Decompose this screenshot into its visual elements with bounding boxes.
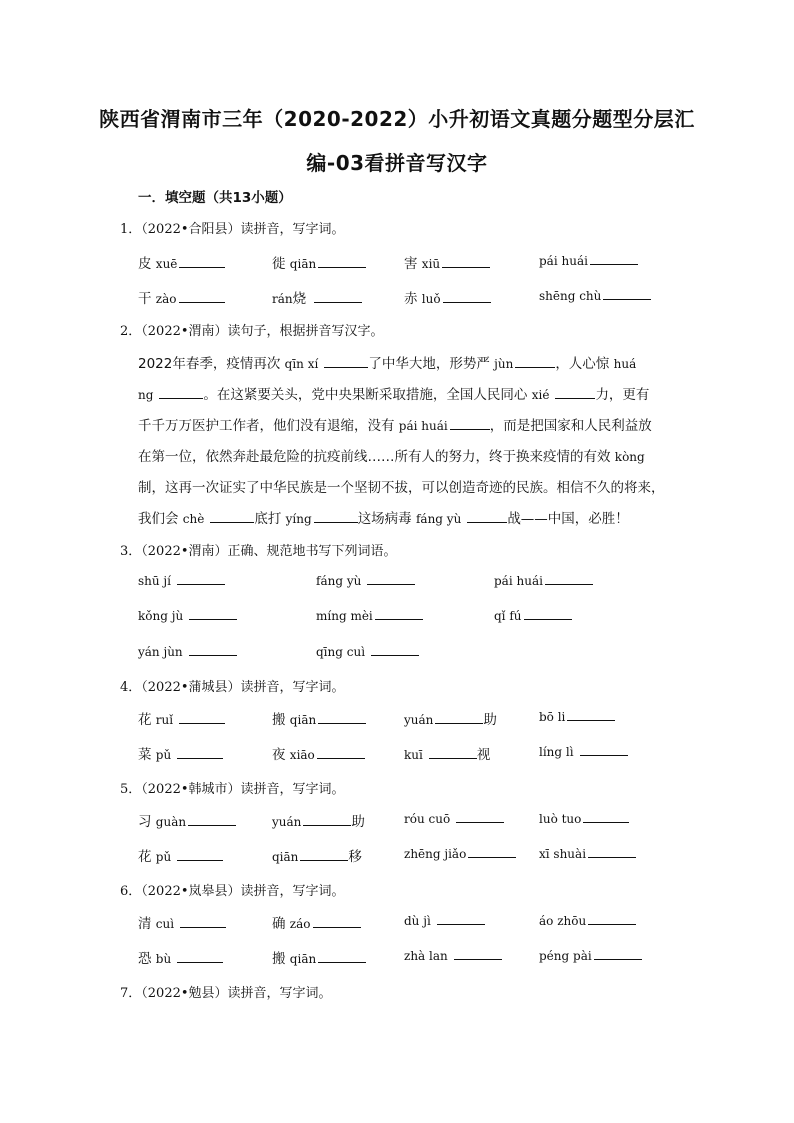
answer-blank[interactable] bbox=[603, 287, 651, 300]
answer-blank[interactable] bbox=[442, 255, 490, 268]
q4-item: 夜 xiāo bbox=[272, 743, 365, 763]
q5-item: 花 pǔ bbox=[138, 845, 223, 865]
document-title-line1: 陕西省渭南市三年（2020-2022）小升初语文真题分题型分层汇 bbox=[99, 107, 695, 131]
answer-blank[interactable] bbox=[177, 746, 223, 759]
q4-item: líng lì bbox=[539, 743, 628, 760]
q1-item: 徙 qiān bbox=[272, 252, 366, 272]
answer-blank[interactable] bbox=[467, 510, 507, 523]
answer-blank[interactable] bbox=[435, 711, 483, 724]
q3-item: fáng yù bbox=[316, 572, 415, 589]
answer-blank[interactable] bbox=[313, 915, 361, 928]
q1-item: 皮 xuē bbox=[138, 252, 225, 272]
answer-blank[interactable] bbox=[318, 255, 366, 268]
q6-item: 清 cuì bbox=[138, 912, 226, 932]
answer-blank[interactable] bbox=[188, 813, 236, 826]
answer-blank[interactable] bbox=[179, 711, 225, 724]
q5-item: luò tuo bbox=[539, 810, 629, 827]
q2-line-6: 我们会 chè 底打 yíng 这场病毒 fáng yù 战——中国，必胜！ bbox=[138, 511, 629, 527]
q1-item: 赤 luǒ bbox=[404, 287, 491, 307]
document-title-line2: 编-03看拼音写汉字 bbox=[306, 151, 488, 175]
q4-item: yuán 助 bbox=[404, 712, 497, 728]
q6-item: péng pài bbox=[539, 947, 642, 964]
q6-item: 搬 qiān bbox=[272, 947, 366, 967]
question-2-head: 2．（2022•渭南）读句子，根据拼音写汉字。 bbox=[120, 324, 384, 339]
answer-blank[interactable] bbox=[588, 912, 636, 925]
answer-blank[interactable] bbox=[318, 950, 366, 963]
q4-item: kuī 视 bbox=[404, 747, 491, 763]
q1-item: shēng chù bbox=[539, 287, 651, 304]
q3-item: shū jí bbox=[138, 572, 225, 589]
answer-blank[interactable] bbox=[456, 810, 504, 823]
q3-item: kǒng jù bbox=[138, 607, 237, 624]
question-7-head: 7．（2022•勉县）读拼音，写字词。 bbox=[120, 986, 332, 1001]
answer-blank[interactable] bbox=[317, 746, 365, 759]
q4-item: 菜 pǔ bbox=[138, 743, 223, 763]
answer-blank[interactable] bbox=[590, 252, 638, 265]
answer-blank[interactable] bbox=[437, 912, 485, 925]
q4-item: 花 ruǐ bbox=[138, 708, 225, 728]
answer-blank[interactable] bbox=[429, 746, 477, 759]
answer-blank[interactable] bbox=[371, 643, 419, 656]
answer-blank[interactable] bbox=[443, 290, 491, 303]
q6-item: zhà lan bbox=[404, 947, 502, 964]
q5-item: xī shuài bbox=[539, 845, 636, 862]
question-1-head: 1．（2022•合阳县）读拼音，写字词。 bbox=[120, 222, 345, 237]
answer-blank[interactable] bbox=[524, 607, 572, 620]
q2-line-4: 在第一位，依然奔赴最危险的抗疫前线……所有人的努力，终于换来疫情的有效 kòng bbox=[138, 449, 645, 465]
answer-blank[interactable] bbox=[177, 950, 223, 963]
q3-item: yán jùn bbox=[138, 643, 237, 660]
answer-blank[interactable] bbox=[454, 947, 502, 960]
answer-blank[interactable] bbox=[580, 743, 628, 756]
question-6-head: 6．（2022•岚皋县）读拼音，写字词。 bbox=[120, 884, 345, 899]
q6-item: 恐 bù bbox=[138, 947, 223, 967]
question-4-head: 4．（2022•蒲城县）读拼音，写字词。 bbox=[120, 680, 345, 695]
answer-blank[interactable] bbox=[159, 386, 203, 399]
q5-item: 习 guàn bbox=[138, 810, 236, 830]
question-5-head: 5．（2022•韩城市）读拼音，写字词。 bbox=[120, 782, 345, 797]
answer-blank[interactable] bbox=[177, 848, 223, 861]
answer-blank[interactable] bbox=[314, 510, 358, 523]
answer-blank[interactable] bbox=[468, 845, 516, 858]
q3-item: qǐ fú bbox=[494, 607, 572, 624]
answer-blank[interactable] bbox=[567, 708, 615, 721]
q3-item: míng mèi bbox=[316, 607, 423, 624]
q4-item: bō li bbox=[539, 708, 615, 725]
answer-blank[interactable] bbox=[300, 848, 348, 861]
answer-blank[interactable] bbox=[324, 355, 368, 368]
q1-item: pái huái bbox=[539, 252, 638, 269]
answer-blank[interactable] bbox=[210, 510, 254, 523]
answer-blank[interactable] bbox=[450, 417, 490, 430]
question-3-head: 3．（2022•渭南）正确、规范地书写下列词语。 bbox=[120, 544, 397, 559]
q5-item: yuán 助 bbox=[272, 814, 365, 830]
q2-line-2: ng 。在这紧要关头，党中央果断采取措施，全国人民同心 xié 力，更有 bbox=[138, 387, 650, 403]
q4-item: 搬 qiān bbox=[272, 708, 366, 728]
answer-blank[interactable] bbox=[180, 915, 226, 928]
q1-item: 害 xiū bbox=[404, 252, 490, 272]
q2-line-3: 千千万万医护工作者，他们没有退缩，没有 pái huái ，而是把国家和人民利益放 bbox=[138, 418, 652, 434]
answer-blank[interactable] bbox=[583, 810, 629, 823]
q5-item: qiān 移 bbox=[272, 849, 362, 865]
q6-item: 确 záo bbox=[272, 912, 361, 932]
q6-item: áo zhōu bbox=[539, 912, 636, 929]
answer-blank[interactable] bbox=[189, 643, 237, 656]
q2-line-5: 制，这再一次证实了中华民族是一个坚韧不拔，可以创造奇迹的民族。相信不久的将来， bbox=[138, 480, 665, 496]
q3-item: pái huái bbox=[494, 572, 593, 589]
answer-blank[interactable] bbox=[367, 572, 415, 585]
q2-line-1: 2022年春季，疫情再次 qīn xí 了中华大地，形势严 jùn ，人心惊 huá bbox=[138, 356, 637, 372]
answer-blank[interactable] bbox=[177, 572, 225, 585]
answer-blank[interactable] bbox=[555, 386, 595, 399]
answer-blank[interactable] bbox=[179, 290, 225, 303]
q5-item: róu cuō bbox=[404, 810, 504, 827]
answer-blank[interactable] bbox=[545, 572, 593, 585]
answer-blank[interactable] bbox=[375, 607, 423, 620]
answer-blank[interactable] bbox=[314, 290, 362, 303]
q1-item: 干 zào bbox=[138, 287, 225, 307]
answer-blank[interactable] bbox=[594, 947, 642, 960]
q6-item: dù jì bbox=[404, 912, 485, 929]
q3-item: qīng cuì bbox=[316, 643, 419, 660]
q1-item: rán烧 bbox=[272, 287, 362, 307]
answer-blank[interactable] bbox=[588, 845, 636, 858]
answer-blank[interactable] bbox=[318, 711, 366, 724]
answer-blank[interactable] bbox=[179, 255, 225, 268]
answer-blank[interactable] bbox=[515, 355, 555, 368]
q5-item: zhēng jiǎo bbox=[404, 845, 516, 862]
answer-blank[interactable] bbox=[189, 607, 237, 620]
answer-blank[interactable] bbox=[303, 813, 351, 826]
section-heading: 一．填空题（共13小题） bbox=[138, 190, 292, 206]
